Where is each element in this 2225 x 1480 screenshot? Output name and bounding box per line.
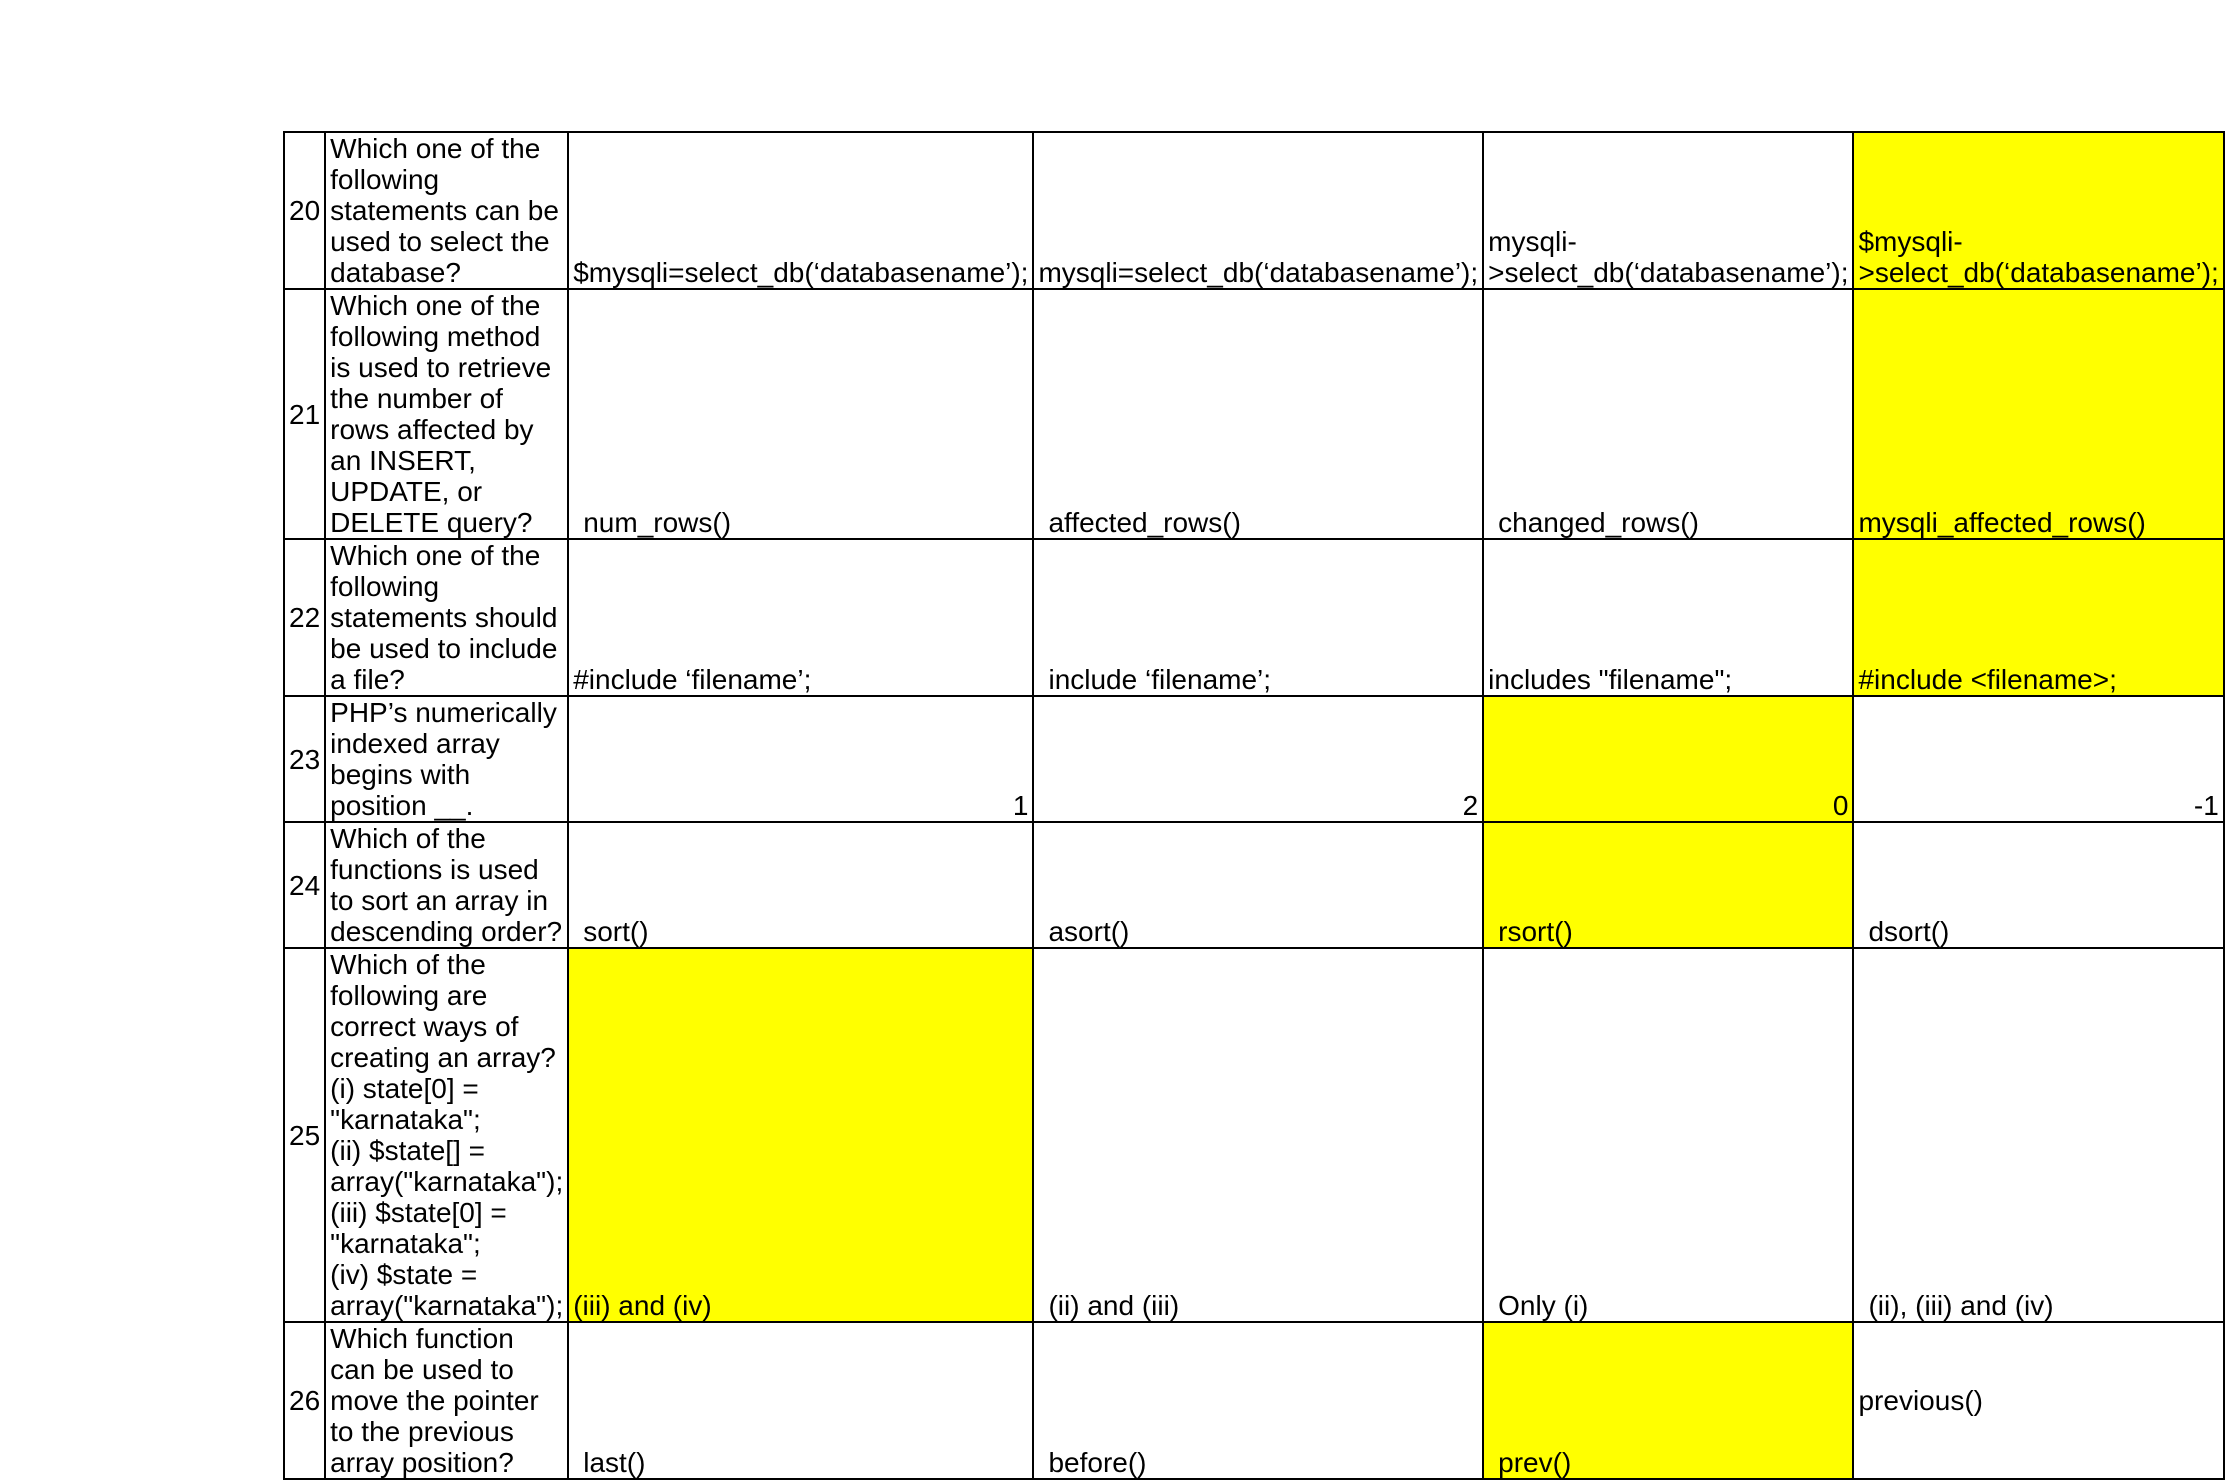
table-row [284,822,2224,948]
question-table [283,131,2225,1480]
option-d-highlighted: #include <filename>; [1853,539,2223,696]
question-number: 22 [284,539,325,696]
option-b: before() [1033,1322,1483,1479]
option-b: mysqli=select_db(‘databasename’); [1033,132,1483,289]
table-row [284,948,2224,1322]
table-row [284,696,2224,822]
option-c-highlighted: 0 [1483,696,1853,822]
option-a: num_rows() [568,289,1033,539]
option-b: asort() [1033,822,1483,948]
table-row [284,289,2224,539]
question-number: 25 [284,948,325,1322]
option-c-highlighted: prev() [1483,1322,1853,1479]
option-a: $mysqli=select_db(‘databasename’); [568,132,1033,289]
question-number: 20 [284,132,325,289]
question-text: Which one of the following method is used to retrieve the number of rows affected by an INSERT, UPDATE, or DELETE query? [325,289,568,539]
question-number: 21 [284,289,325,539]
question-number: 23 [284,696,325,822]
option-a: sort() [568,822,1033,948]
option-c: Only (i) [1483,948,1853,1322]
option-b: (ii) and (iii) [1033,948,1483,1322]
option-d: (ii), (iii) and (iv) [1853,948,2223,1322]
option-a: #include ‘filename’; [568,539,1033,696]
option-a: last() [568,1322,1033,1479]
option-b: include ‘filename’; [1033,539,1483,696]
question-text: PHP’s numerically indexed array begins with position __. [325,696,568,822]
question-text: Which function can be used to move the pointer to the previous array position? [325,1322,568,1479]
option-c: mysqli->select_db(‘databasename’); [1483,132,1853,289]
question-number: 26 [284,1322,325,1479]
option-d: dsort() [1853,822,2223,948]
question-text: Which of the following are correct ways of creating an array? (i) state[0] = "karnataka"; (ii) $state[] = array("karnataka"); (iii) $state[0] = "karnataka"; (iv) $state = array("karnataka"); [325,948,568,1322]
question-number: 24 [284,822,325,948]
option-c: includes "filename"; [1483,539,1853,696]
table-row [284,1322,2224,1479]
question-text: Which one of the following statements should be used to include a file? [325,539,568,696]
option-a: 1 [568,696,1033,822]
option-d: -1 [1853,696,2223,822]
table-row [284,539,2224,696]
option-b: affected_rows() [1033,289,1483,539]
option-d: previous() [1853,1322,2223,1479]
question-text: Which of the functions is used to sort an array in descending order? [325,822,568,948]
option-d-highlighted: mysqli_affected_rows() [1853,289,2223,539]
option-b: 2 [1033,696,1483,822]
option-a-highlighted: (iii) and (iv) [568,948,1033,1322]
option-c-highlighted: rsort() [1483,822,1853,948]
option-c: changed_rows() [1483,289,1853,539]
question-text: Which one of the following statements can be used to select the database? [325,132,568,289]
table-row [284,132,2224,289]
option-d-highlighted: $mysqli->select_db(‘databasename’); [1853,132,2223,289]
